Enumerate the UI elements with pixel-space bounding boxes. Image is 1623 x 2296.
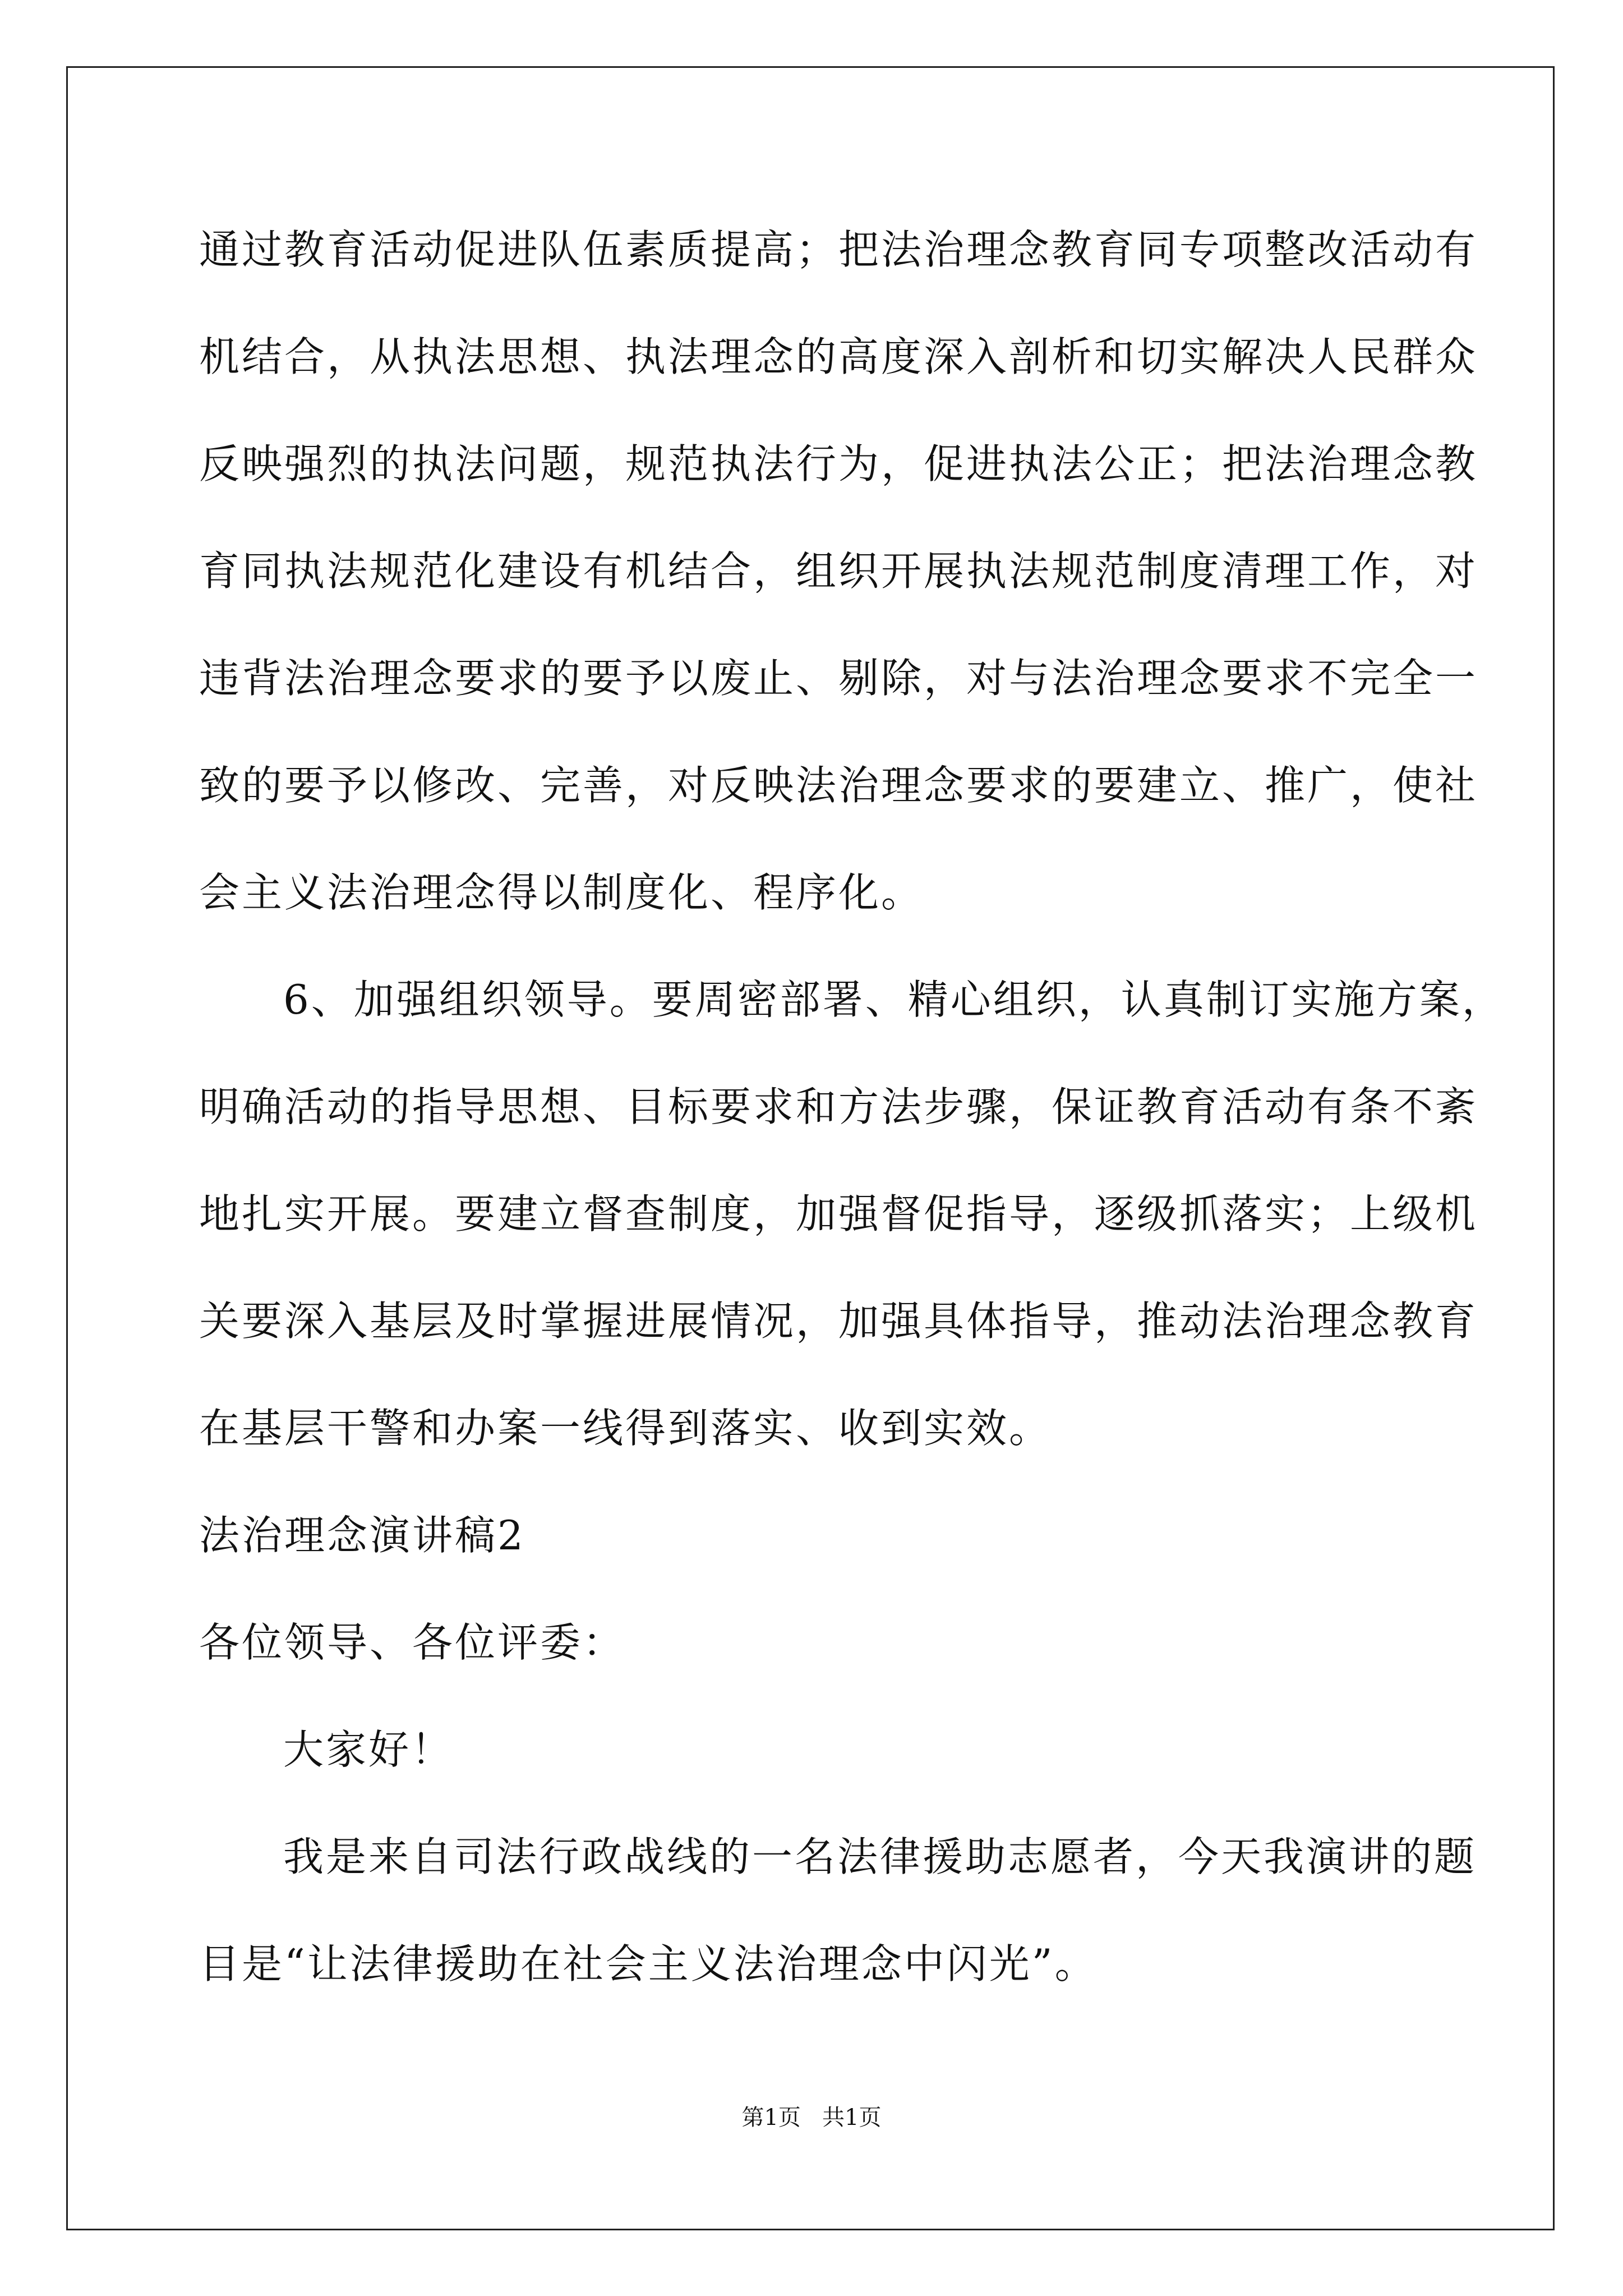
greeting: 大家好！ (283, 1726, 454, 1773)
section-title: 法治理念演讲稿2 (199, 1512, 525, 1559)
text-line: 违背法治理念要求的要予以废止、剔除，对与法治理念要求不完全一 (199, 655, 1478, 702)
document-body (199, 208, 1505, 2029)
text-line: 目是“让法律援助在社会主义法治理念中闪光”。 (199, 1940, 1098, 1987)
text-line: 关要深入基层及时掌握进展情况，加强具体指导，推动法治理念教育 (199, 1297, 1478, 1345)
text-line-indented: 我是来自司法行政战线的一名法律援助志愿者，今天我演讲的题 (283, 1833, 1477, 1880)
text-line: 育同执法规范化建设有机结合，组织开展执法规范制度清理工作，对 (199, 547, 1478, 595)
text-line: 明确活动的指导思想、目标要求和方法步骤，保证教育活动有条不紊 (199, 1083, 1478, 1130)
text-line: 地扎实开展。要建立督查制度，加强督促指导，逐级抓落实；上级机 (199, 1190, 1478, 1237)
salutation: 各位领导、各位评委： (199, 1619, 626, 1666)
text-line: 通过教育活动促进队伍素质提高；把法治理念教育同专项整改活动有 (199, 226, 1478, 273)
page-footer: 第1页 共1页 (741, 2105, 882, 2131)
text-line: 会主义法治理念得以制度化、程序化。 (199, 869, 924, 916)
text-line-indented: 6、加强组织领导。要周密部署、精心组织，认真制订实施方案， (283, 976, 1505, 1023)
text-line: 反映强烈的执法问题，规范执法行为，促进执法公正；把法治理念教 (199, 440, 1478, 487)
text-line: 机结合，从执法思想、执法理念的高度深入剖析和切实解决人民群众 (199, 333, 1478, 380)
text-line: 致的要予以修改、完善，对反映法治理念要求的要建立、推广，使社 (199, 762, 1478, 809)
text-line: 在基层干警和办案一线得到落实、收到实效。 (199, 1405, 1052, 1452)
